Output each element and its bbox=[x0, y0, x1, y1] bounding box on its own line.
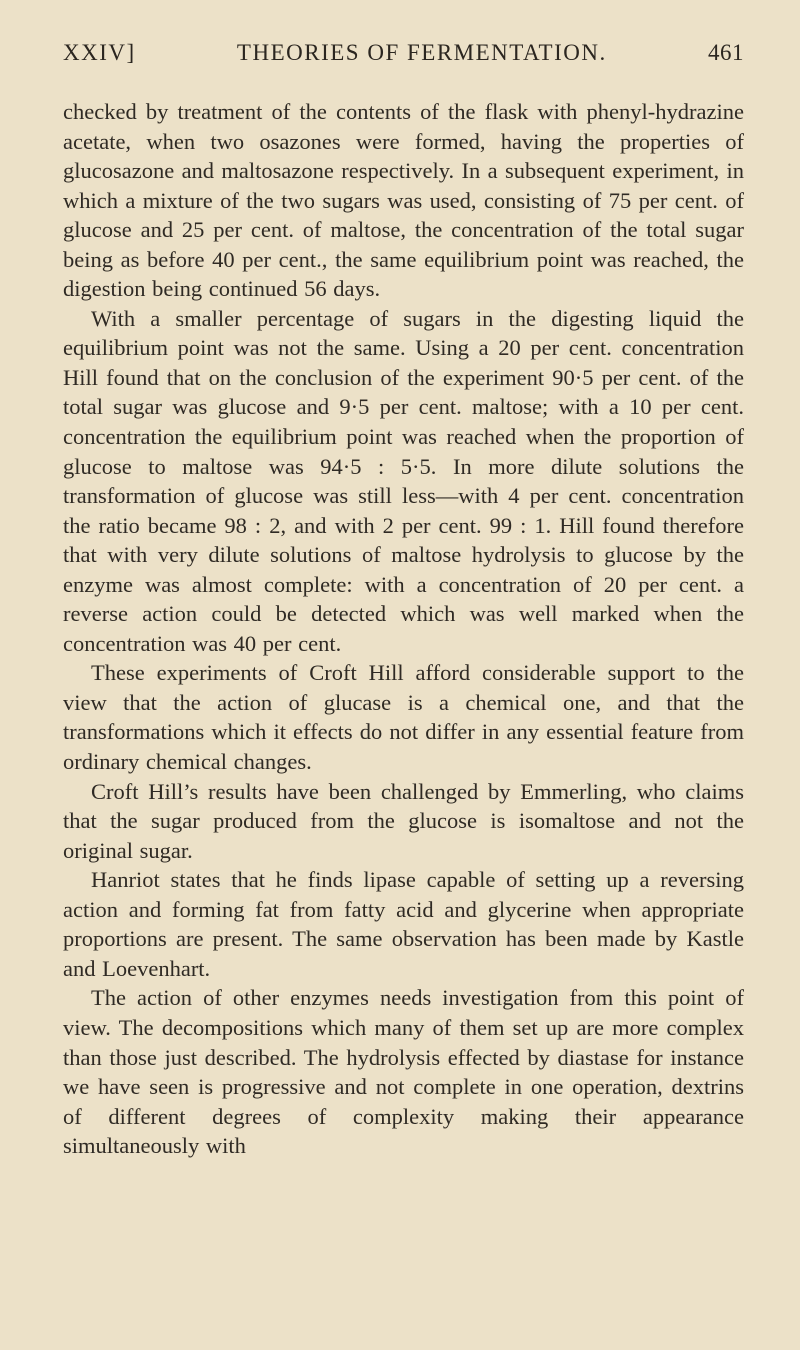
page-number: 461 bbox=[708, 40, 744, 65]
paragraph: With a smaller percentage of sugars in the digesting liquid the equilibrium point was not the same. Using a 20 per cent. concentration Hill found that on the conclusion of the experiment 90·5 per cent. of the total sugar was glucose and 9·5 per cent. maltose; with a 10 per cent. concentration the equilibrium point was reached when the proportion of glucose to maltose was 94·5 : 5·5. In more dilute solutions the transformation of glucose was still less—with 4 per cent. concentration the ratio became 98 : 2, and with 2 per cent. 99 : 1. Hill found therefore that with very dilute solutions of maltose hydrolysis to glucose by the enzyme was almost complete: with a concentration of 20 per cent. a reverse action could be detected which was well marked when the concentration was 40 per cent. bbox=[63, 305, 744, 656]
body-text bbox=[63, 97, 744, 1161]
paragraph: Croft Hill’s results have been challenged by Emmerling, who claims that the sugar produced from the glucose is isomaltose and not the original sugar. bbox=[63, 778, 744, 863]
chapter-marker: XXIV] bbox=[63, 40, 136, 65]
paragraph: These experiments of Croft Hill afford considerable support to the view that the action of glucase is a chemical one, and that the transformations which it effects do not differ in any essential feature from ordinary chemical changes. bbox=[63, 660, 744, 775]
running-title: THEORIES OF FERMENTATION. bbox=[236, 40, 607, 65]
paragraph: Hanriot states that he finds lipase capable of setting up a reversing action and forming fat from fatty acid and glycerine when appropriate proportions are present. The same observation has been made by Kastle and Loevenhart. bbox=[63, 867, 744, 981]
paragraph: The action of other enzymes needs investigation from this point of view. The decompositions which many of them set up are more complex than those just described. The hydrolysis effected by diastase for instance we have seen is progressive and not complete in one operation, dextrins of different degrees of complexity making their appearance simultaneously with bbox=[63, 985, 744, 1159]
running-head bbox=[63, 40, 744, 84]
paragraph-continued: checked by treatment of the contents of the flask with phenyl-hydrazine acetate, when two osazones were formed, having the properties of glucosazone and maltosazone respectively. In a subsequent experiment, in which a mixture of the two sugars was used, consisting of 75 per cent. of glucose and 25 per cent. of maltose, the concentration of the total sugar being as before 40 per cent., the same equilibrium point was reached, the digestion being continued 56 days. bbox=[63, 99, 744, 302]
